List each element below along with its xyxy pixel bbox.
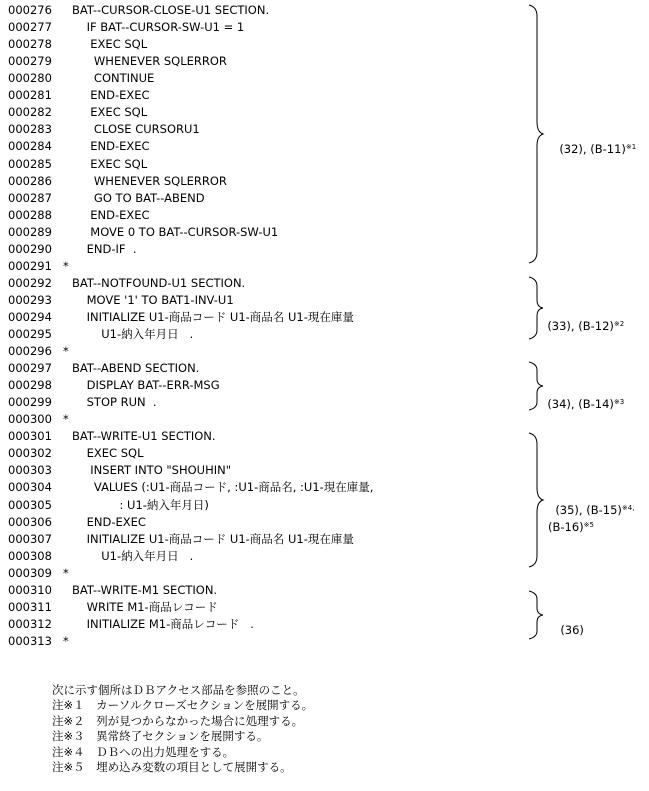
line-number: 000280	[8, 71, 52, 86]
line-number: 000308	[8, 548, 52, 563]
code-line	[8, 121, 200, 138]
code-line	[8, 582, 218, 599]
code-line	[8, 497, 209, 514]
code-line	[8, 309, 354, 326]
code-text: CLOSE CURSORU1	[72, 122, 200, 137]
line-number: 000276	[8, 3, 52, 17]
code-line	[8, 411, 69, 428]
code-text: BAT--ABEND SECTION.	[72, 361, 200, 376]
code-line	[8, 394, 157, 411]
annotation-35: (35), $(B-15)^{※4,}$ $(B-16)^{※5}$	[548, 503, 635, 534]
code-line	[8, 241, 137, 258]
line-number: 000297	[8, 361, 52, 376]
code-line	[8, 173, 227, 190]
code-text: INITIALIZE M1-商品レコード .	[72, 616, 254, 631]
line-number: 000311	[8, 599, 52, 614]
code-line	[8, 377, 220, 394]
code-line	[8, 224, 279, 241]
footnote-2: 注※２ 列が見つからなかった場合に処理する。	[52, 713, 304, 728]
line-number: 000285	[8, 156, 52, 171]
annotation-36: (36)	[560, 623, 584, 637]
code-text: END-EXEC	[72, 207, 150, 222]
annotation-34: (34), $(B-14)^{※3}$	[547, 397, 625, 411]
code-line	[8, 190, 205, 207]
code-line	[8, 258, 69, 275]
line-number: 000305	[8, 497, 52, 512]
footnotes	[52, 683, 313, 775]
code-text: CONTINUE	[72, 71, 155, 86]
code-text: MOVE 0 TO BAT--CURSOR-SW-U1	[72, 224, 279, 239]
code-line	[8, 565, 69, 582]
line-number: 000306	[8, 514, 52, 529]
comment-marker: *	[63, 258, 69, 273]
code-line	[8, 207, 150, 224]
code-text: DISPLAY BAT--ERR-MSG	[72, 378, 220, 393]
code-text: BAT--WRITE-M1 SECTION.	[72, 582, 218, 597]
code-line	[8, 138, 150, 155]
code-text: WHENEVER SQLERROR	[72, 54, 227, 69]
code-text: EXEC SQL	[72, 37, 148, 52]
code-text: EXEC SQL	[72, 156, 148, 171]
footnote-intro: 次に示す個所はＤＢアクセス部品を参照のこと。	[52, 683, 305, 697]
line-number: 000301	[8, 429, 52, 444]
code-text: GO TO BAT--ABEND	[72, 190, 205, 205]
code-text: INITIALIZE U1-商品コード U1-商品名 U1-現在庫量	[72, 531, 354, 546]
line-number: 000293	[8, 292, 52, 307]
code-text: VALUES (:U1-商品コード, :U1-商品名, :U1-現在庫量,	[72, 480, 374, 495]
line-number: 000307	[8, 531, 52, 546]
brace-32	[528, 4, 544, 264]
line-number: 000296	[8, 344, 52, 358]
code-text: IF BAT--CURSOR-SW-U1 = 1	[72, 20, 245, 35]
code-text: U1-納入年月日 .	[72, 326, 194, 341]
line-number: 000290	[8, 241, 52, 256]
code-text: INSERT INTO "SHOUHIN"	[72, 463, 232, 478]
line-number: 000286	[8, 173, 52, 188]
code-line	[8, 19, 245, 36]
code-text: WRITE M1-商品レコード	[72, 599, 218, 614]
line-number: 000304	[8, 480, 52, 495]
line-number: 000292	[8, 275, 52, 290]
code-text: U1-納入年月日 .	[72, 548, 194, 563]
code-line	[8, 275, 246, 292]
annotation-33: (33), $(B-12)^{※2}$	[547, 319, 625, 333]
line-number: 000310	[8, 582, 52, 597]
code-text: INITIALIZE U1-商品コード U1-商品名 U1-現在庫量	[72, 309, 354, 324]
code-text: END-IF .	[72, 241, 137, 256]
code-text: END-EXEC	[72, 514, 146, 529]
comment-marker: *	[63, 633, 69, 648]
code-line	[8, 445, 144, 462]
code-text: : U1-納入年月日)	[72, 497, 209, 512]
code-line	[8, 2, 270, 19]
line-number: 000294	[8, 309, 52, 324]
code-line	[8, 479, 374, 496]
code-text: STOP RUN .	[72, 395, 157, 410]
annotation-32: (32), $(B-11)^{※1}$	[559, 142, 637, 156]
code-line	[8, 616, 254, 633]
code-text: BAT--WRITE-U1 SECTION.	[72, 429, 216, 444]
comment-marker: *	[63, 565, 69, 580]
comment-marker: *	[63, 344, 69, 358]
code-line	[8, 87, 150, 104]
footnote-4: 注※４ ＤＢへの出力処理をする。	[52, 744, 235, 759]
code-text: EXEC SQL	[72, 446, 144, 461]
code-line	[8, 599, 218, 616]
code-text: WHENEVER SQLERROR	[72, 173, 227, 188]
line-number: 000313	[8, 633, 52, 648]
code-line	[8, 70, 155, 87]
line-number: 000277	[8, 20, 52, 35]
line-number: 000287	[8, 190, 52, 205]
code-line	[8, 428, 216, 445]
code-line	[8, 53, 227, 70]
comment-marker: *	[63, 412, 69, 427]
code-line	[8, 156, 148, 173]
line-number: 000312	[8, 616, 52, 631]
line-number: 000284	[8, 139, 52, 154]
brace-35	[528, 432, 544, 568]
footnote-5: 注※５ 埋め込み変数の項目として展開する。	[52, 760, 292, 775]
brace-36	[528, 590, 544, 640]
line-number: 000299	[8, 395, 52, 410]
line-number: 000295	[8, 326, 52, 341]
line-number: 000298	[8, 378, 52, 393]
code-line	[8, 360, 200, 377]
code-line	[8, 633, 69, 650]
code-text: EXEC SQL	[72, 105, 148, 120]
code-line	[8, 36, 148, 53]
code-text: END-EXEC	[72, 88, 150, 103]
line-number: 000278	[8, 37, 52, 52]
code-text: MOVE '1' TO BAT1-INV-U1	[72, 292, 234, 307]
line-number: 000282	[8, 105, 52, 120]
line-number: 000291	[8, 258, 52, 273]
code-line	[8, 531, 354, 548]
code-line	[8, 292, 234, 309]
footnote-3: 注※３ 異常終了セクションを展開する。	[52, 729, 269, 744]
line-number: 000288	[8, 207, 52, 222]
line-number: 000281	[8, 88, 52, 103]
code-line	[8, 462, 232, 479]
line-number: 000309	[8, 565, 52, 580]
line-number: 000289	[8, 224, 52, 239]
line-number: 000303	[8, 463, 52, 478]
line-number: 000302	[8, 446, 52, 461]
code-text: BAT--NOTFOUND-U1 SECTION.	[72, 275, 246, 290]
code-line	[8, 104, 148, 121]
code-line	[8, 326, 194, 343]
code-line	[8, 343, 69, 360]
line-number: 000279	[8, 54, 52, 69]
code-text: BAT--CURSOR-CLOSE-U1 SECTION.	[72, 3, 270, 17]
code-text: END-EXEC	[72, 139, 150, 154]
footnote-1: 注※１ カーソルクローズセクションを展開する。	[52, 698, 314, 713]
code-line	[8, 514, 146, 531]
code-line	[8, 548, 194, 565]
line-number: 000283	[8, 122, 52, 137]
line-number: 000300	[8, 412, 52, 427]
